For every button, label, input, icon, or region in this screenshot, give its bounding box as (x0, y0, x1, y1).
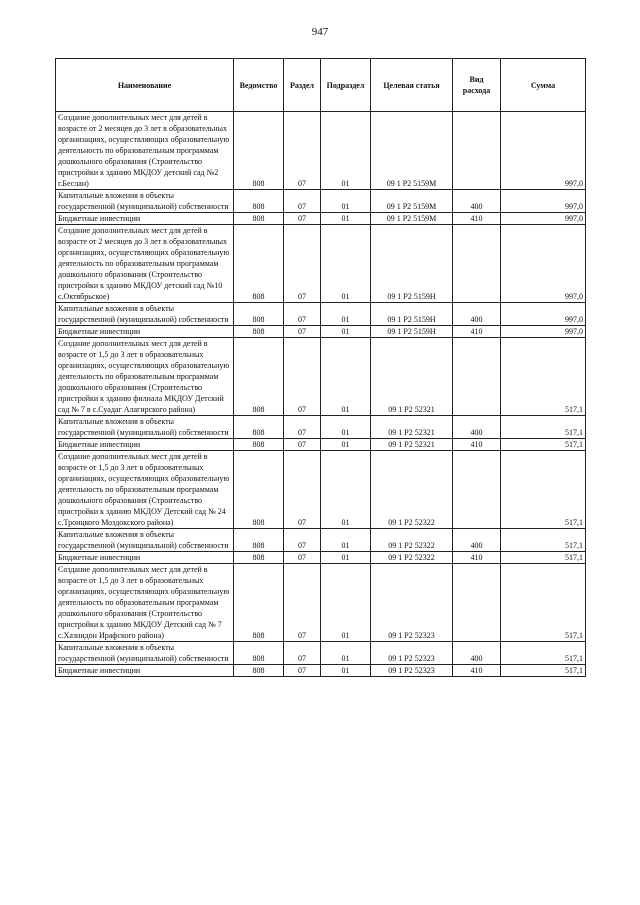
amount-cell: 517,1 (501, 642, 586, 665)
amount-cell: 997,0 (501, 213, 586, 225)
amount-cell: 517,1 (501, 552, 586, 564)
header-exp-type: Вид расхода (453, 59, 501, 112)
table-row (56, 112, 586, 190)
section-cell: 07 (284, 552, 321, 564)
name-cell: Бюджетные инвестиции (56, 213, 234, 225)
subsection-cell: 01 (321, 642, 371, 665)
name-cell: Капитальные вложения в объекты государственной (муниципальной) собственности (56, 190, 234, 213)
table-row (56, 338, 586, 416)
header-name: Наименование (56, 59, 234, 112)
table-row (56, 529, 586, 552)
name-cell: Бюджетные инвестиции (56, 326, 234, 338)
exp-type-cell (453, 112, 501, 190)
subsection-cell: 01 (321, 190, 371, 213)
dept-cell: 808 (234, 665, 284, 677)
table-row (56, 665, 586, 677)
target-cell: 09 1 P2 5159H (371, 225, 453, 303)
exp-type-cell: 400 (453, 529, 501, 552)
table-row (56, 552, 586, 564)
section-cell: 07 (284, 190, 321, 213)
target-cell: 09 1 P2 52321 (371, 338, 453, 416)
amount-cell: 517,1 (501, 564, 586, 642)
exp-type-cell: 400 (453, 642, 501, 665)
dept-cell: 808 (234, 439, 284, 451)
section-cell: 07 (284, 416, 321, 439)
table-row (56, 190, 586, 213)
section-cell: 07 (284, 225, 321, 303)
dept-cell: 808 (234, 338, 284, 416)
target-cell: 09 1 P2 52321 (371, 439, 453, 451)
exp-type-cell (453, 564, 501, 642)
amount-cell: 517,1 (501, 338, 586, 416)
section-cell: 07 (284, 665, 321, 677)
exp-type-cell (453, 451, 501, 529)
amount-cell: 517,1 (501, 439, 586, 451)
header-dept: Ведомство (234, 59, 284, 112)
section-cell: 07 (284, 439, 321, 451)
dept-cell: 808 (234, 225, 284, 303)
exp-type-cell: 400 (453, 190, 501, 213)
subsection-cell: 01 (321, 213, 371, 225)
dept-cell: 808 (234, 564, 284, 642)
amount-cell: 997,0 (501, 326, 586, 338)
header-target: Целевая статья (371, 59, 453, 112)
section-cell: 07 (284, 451, 321, 529)
subsection-cell: 01 (321, 552, 371, 564)
target-cell: 09 1 P2 52323 (371, 564, 453, 642)
section-cell: 07 (284, 112, 321, 190)
name-cell: Создание дополнительных мест для детей в возрасте от 1,5 до 3 лет в образовательных организациях, осуществляющих образовательную деятельность по образовательным программам дошкольного образования (Строительство пристройки к зданию филиала МКДОУ Детский сад № 7 в с.Суадаг Алагирского района) (56, 338, 234, 416)
name-cell: Создание дополнительных мест для детей в возрасте от 2 месяцев до 3 лет в образовательных организациях, осуществляющих образовательную деятельность по образовательным программам дошкольного образования (Строительство пристройки к зданию МКДОУ детский сад №2 г.Беслан) (56, 112, 234, 190)
name-cell: Капитальные вложения в объекты государственной (муниципальной) собственности (56, 303, 234, 326)
exp-type-cell: 410 (453, 552, 501, 564)
exp-type-cell: 400 (453, 416, 501, 439)
target-cell: 09 1 P2 5159H (371, 303, 453, 326)
table-row (56, 451, 586, 529)
amount-cell: 517,1 (501, 665, 586, 677)
subsection-cell: 01 (321, 225, 371, 303)
exp-type-cell: 410 (453, 439, 501, 451)
budget-table (55, 58, 586, 677)
exp-type-cell (453, 338, 501, 416)
header-row (56, 59, 586, 112)
dept-cell: 808 (234, 190, 284, 213)
section-cell: 07 (284, 564, 321, 642)
header-subsection: Подраздел (321, 59, 371, 112)
subsection-cell: 01 (321, 326, 371, 338)
section-cell: 07 (284, 326, 321, 338)
name-cell: Создание дополнительных мест для детей в возрасте от 1,5 до 3 лет в образовательных организациях, осуществляющих образовательную деятельность по образовательным программам дошкольного образования (Строительство пристройки к зданию МКДОУ Детский сад № 24 с.Троицкого Моздокского района) (56, 451, 234, 529)
name-cell: Бюджетные инвестиции (56, 665, 234, 677)
target-cell: 09 1 P2 52321 (371, 416, 453, 439)
subsection-cell: 01 (321, 564, 371, 642)
section-cell: 07 (284, 642, 321, 665)
section-cell: 07 (284, 303, 321, 326)
amount-cell: 997,0 (501, 303, 586, 326)
target-cell: 09 1 P2 52323 (371, 642, 453, 665)
subsection-cell: 01 (321, 338, 371, 416)
dept-cell: 808 (234, 451, 284, 529)
dept-cell: 808 (234, 529, 284, 552)
amount-cell: 517,1 (501, 451, 586, 529)
amount-cell: 517,1 (501, 416, 586, 439)
exp-type-cell: 410 (453, 326, 501, 338)
exp-type-cell (453, 225, 501, 303)
table-row (56, 225, 586, 303)
name-cell: Бюджетные инвестиции (56, 552, 234, 564)
amount-cell: 997,0 (501, 225, 586, 303)
dept-cell: 808 (234, 642, 284, 665)
section-cell: 07 (284, 213, 321, 225)
name-cell: Создание дополнительных мест для детей в возрасте от 2 месяцев до 3 лет в образовательных организациях, осуществляющих образовательную деятельность по образовательным программам дошкольного образования (Строительство пристройки к зданию МКДОУ детский сад №10 с.Октябрьское) (56, 225, 234, 303)
name-cell: Капитальные вложения в объекты государственной (муниципальной) собственности (56, 529, 234, 552)
target-cell: 09 1 P2 5159M (371, 213, 453, 225)
section-cell: 07 (284, 338, 321, 416)
subsection-cell: 01 (321, 303, 371, 326)
target-cell: 09 1 P2 52322 (371, 451, 453, 529)
target-cell: 09 1 P2 5159M (371, 190, 453, 213)
dept-cell: 808 (234, 326, 284, 338)
name-cell: Бюджетные инвестиции (56, 439, 234, 451)
table-row (56, 642, 586, 665)
header-amount: Сумма (501, 59, 586, 112)
page-number: 947 (311, 26, 329, 38)
target-cell: 09 1 P2 5159H (371, 326, 453, 338)
table-row (56, 326, 586, 338)
subsection-cell: 01 (321, 112, 371, 190)
target-cell: 09 1 P2 5159M (371, 112, 453, 190)
subsection-cell: 01 (321, 451, 371, 529)
header-section: Раздел (284, 59, 321, 112)
dept-cell: 808 (234, 112, 284, 190)
table-row (56, 439, 586, 451)
table-body (56, 112, 586, 677)
table-row (56, 303, 586, 326)
table-row (56, 564, 586, 642)
amount-cell: 517,1 (501, 529, 586, 552)
target-cell: 09 1 P2 52322 (371, 529, 453, 552)
name-cell: Создание дополнительных мест для детей в возрасте от 1,5 до 3 лет в образовательных организациях, осуществляющих образовательную деятельность по образовательным программам дошкольного образования (Строительство пристройки к зданию МКДОУ Детский сад № 7 с.Хазнидон Ирафского района) (56, 564, 234, 642)
subsection-cell: 01 (321, 439, 371, 451)
exp-type-cell: 410 (453, 213, 501, 225)
dept-cell: 808 (234, 303, 284, 326)
name-cell: Капитальные вложения в объекты государственной (муниципальной) собственности (56, 642, 234, 665)
table-row (56, 416, 586, 439)
section-cell: 07 (284, 529, 321, 552)
exp-type-cell: 400 (453, 303, 501, 326)
dept-cell: 808 (234, 416, 284, 439)
target-cell: 09 1 P2 52322 (371, 552, 453, 564)
exp-type-cell: 410 (453, 665, 501, 677)
amount-cell: 997,0 (501, 190, 586, 213)
amount-cell: 997,0 (501, 112, 586, 190)
dept-cell: 808 (234, 552, 284, 564)
dept-cell: 808 (234, 213, 284, 225)
name-cell: Капитальные вложения в объекты государственной (муниципальной) собственности (56, 416, 234, 439)
table-row (56, 213, 586, 225)
subsection-cell: 01 (321, 416, 371, 439)
subsection-cell: 01 (321, 529, 371, 552)
target-cell: 09 1 P2 52323 (371, 665, 453, 677)
subsection-cell: 01 (321, 665, 371, 677)
